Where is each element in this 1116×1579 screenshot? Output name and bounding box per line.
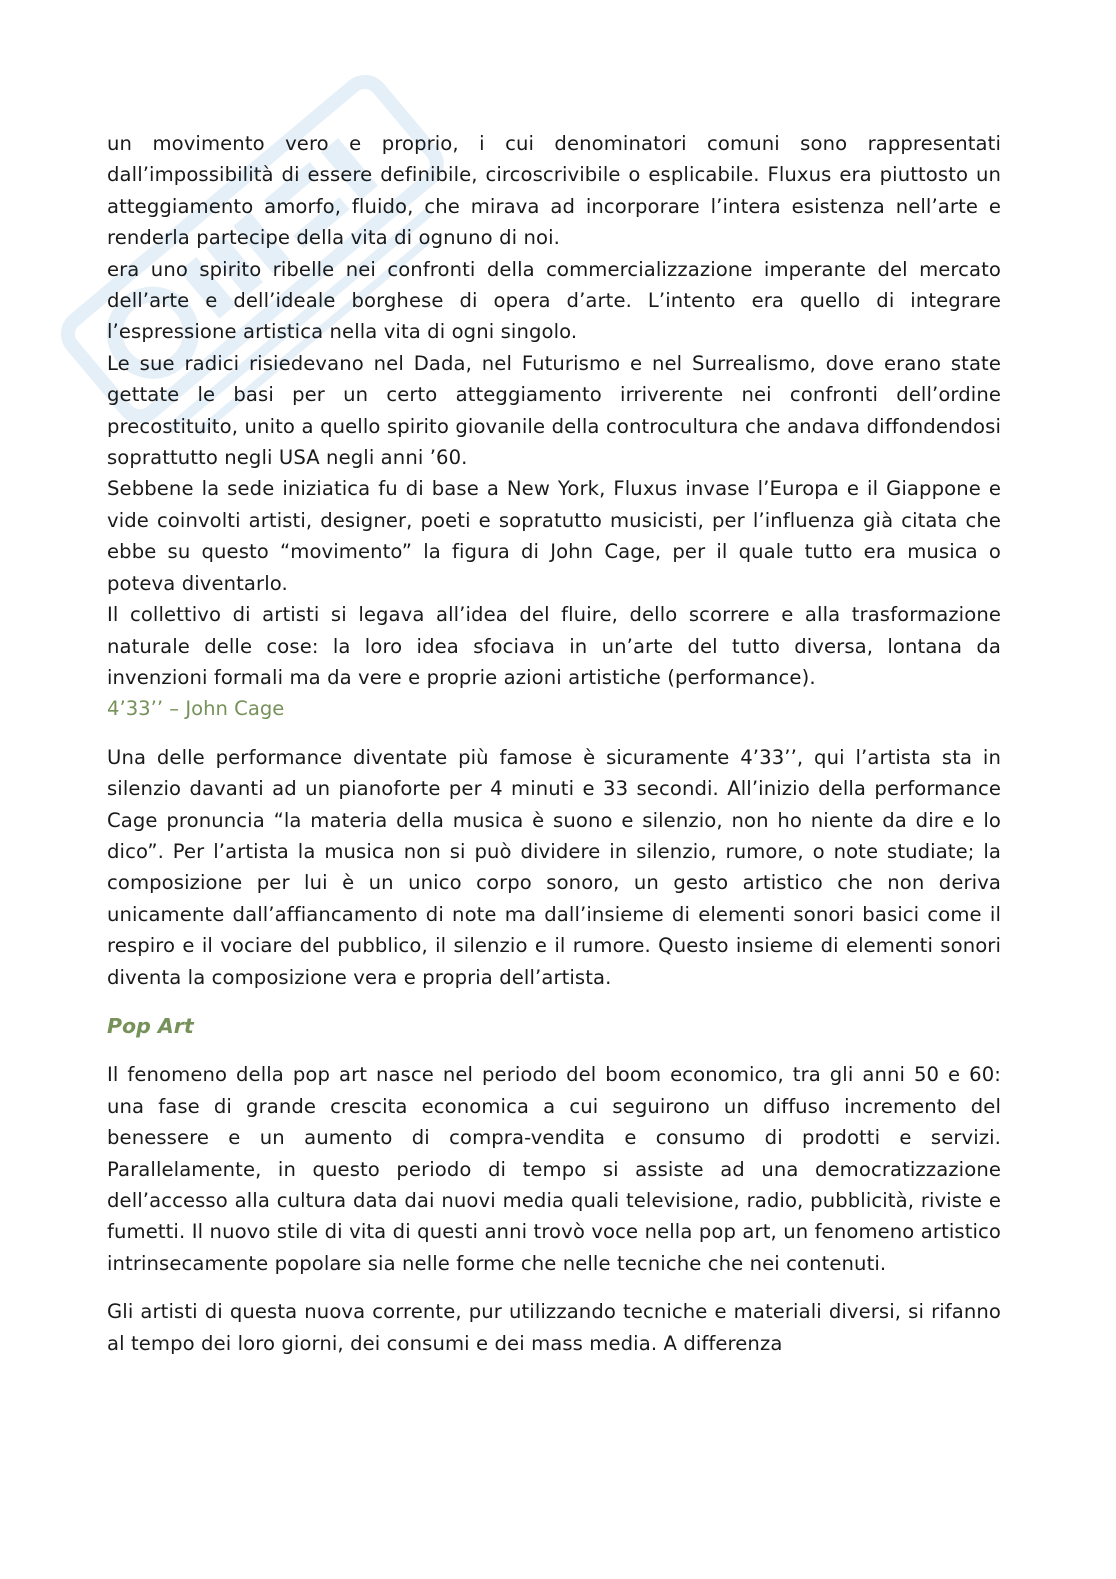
paragraph-fluxus-spirit: era uno spirito ribelle nei confronti della commercializzazione imperante del mercato dell’arte e dell’ideale borghese di opera d’arte. L’intento era quello di integrare l’espressione artistica nella vita di ogni singolo. bbox=[107, 257, 1001, 344]
paragraph-fluxus-spread: Sebbene la sede iniziatica fu di base a New York, Fluxus invase l’Europa e il Giappone e vide coinvolti artisti, designer, poeti e sopratutto musicisti, per l’influenza già citata che ebbe su questo “movimento” la figura di John Cage, per il quale tutto era musica o poteva diventarlo. bbox=[107, 477, 1001, 595]
paragraph-fluxus-roots: Le sue radici risiedevano nel Dada, nel Futurismo e nel Surrealismo, dove erano state gettate le basi per un certo atteggiamento irriverente nei confronti dell’ordine precostituito, unito a quello spirito giovanile della controcultura che andava diffondendosi soprattutto negli USA negli anni ’60. bbox=[107, 351, 1001, 470]
paragraph-fluxus-collective: Il collettivo di artisti si legava all’idea del fluire, dello scorrere e alla trasformazione naturale delle cose: la loro idea sfociava in un’arte del tutto diversa, lontana da invenzioni formali ma da vere e proprie azioni artistiche (performance). bbox=[107, 603, 1001, 689]
paragraph-john-cage: Una delle performance diventate più famose è sicuramente 4’33’’, qui l’artista sta in silenzio davanti ad un pianoforte per 4 minuti e 33 secondi. All’inizio della performance Cage pronuncia “la materia della musica è suono e silenzio, non ho niente da dire e lo dico”. Per l’artista la musica non si può dividere in silenzio, rumore, o note studiate; la composizione per lui è un unico corpo sonoro, un gesto artistico che non deriva unicamente dall’affiancamento di note ma dall’insieme di elementi sonori basici come il respiro e il vociare del pubblico, il silenzio e il rumore. Questo insieme di elementi sonori diventa la composizione vera e propria dell’artista. bbox=[107, 745, 1001, 989]
paragraph-fluxus-intro: un movimento vero e proprio, i cui denominatori comuni sono rappresentati dall’impossibilità di essere definibile, circoscrivibile o esplicabile. Fluxus era piuttosto un atteggiamento amorfo, fluido, che mirava ad incorporare l’intera esistenza nell’arte e renderla partecipe della vita di ognuno di noi. bbox=[107, 132, 1001, 250]
paragraph-pop-art-1: Il fenomeno della pop art nasce nel periodo del boom economico, tra gli anni 50 e 60: una fase di grande crescita economica a cui seguirono un diffuso incremento del benessere e un aumento di compra-vendita e consumo di prodotti e servizi. Parallelamente, in questo periodo di tempo si assiste ad una democratizzazione dell’accesso alla cultura data dai nuovi media quali televisione, radio, pubblicità, riviste e fumetti. Il nuovo stile di vita di questi anni trovò voce nella pop art, un fenomeno artistico intrinsecamente popolare sia nelle forme che nelle tecniche che nei contenuti. bbox=[107, 1063, 1001, 1275]
paragraph-pop-art-2: Gli artisti di questa nuova corrente, pur utilizzando tecniche e materiali diversi, si rifanno al tempo dei loro giorni, dei consumi e dei mass media. A differenza bbox=[107, 1300, 1001, 1355]
document-page bbox=[107, 128, 1001, 1359]
subtitle-john-cage: 4’33’’ – John Cage bbox=[107, 697, 285, 721]
heading-pop-art: Pop Art bbox=[107, 1013, 194, 1038]
